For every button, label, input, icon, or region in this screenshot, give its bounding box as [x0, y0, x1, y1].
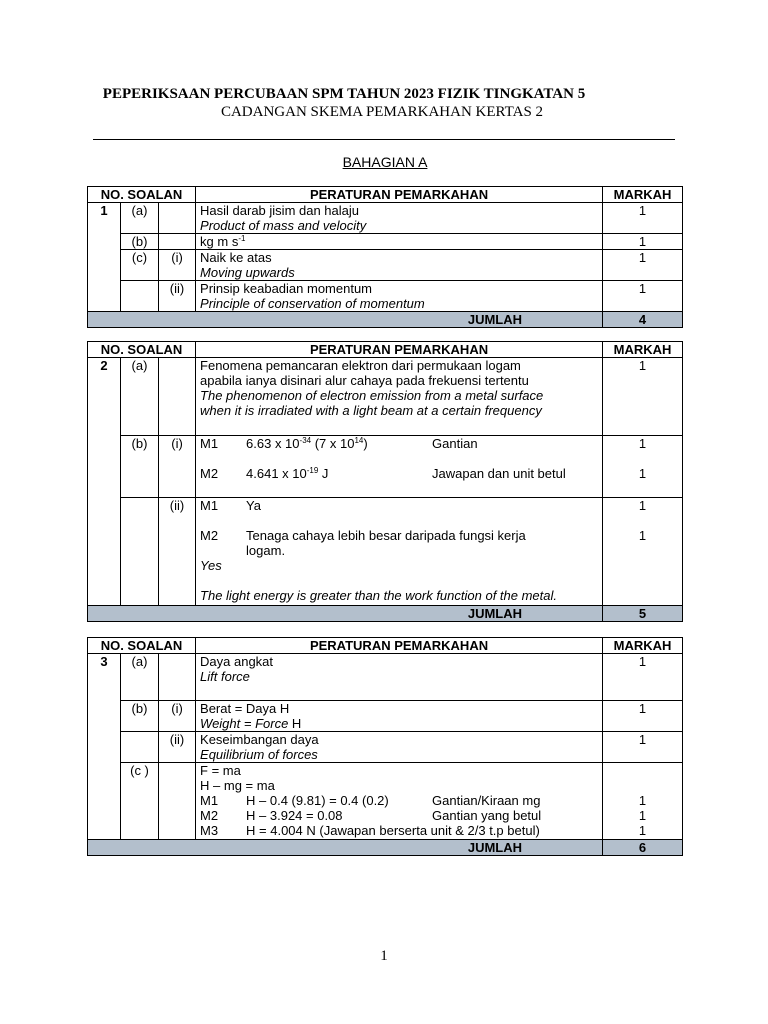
answer-text-english: The light energy is greater than the work function of the metal. [200, 588, 558, 603]
subpart-label: (i) [159, 250, 196, 281]
header-peraturan: PERATURAN PEMARKAHAN [196, 342, 603, 358]
question-number: 3 [88, 654, 121, 840]
part-label: (a) [121, 358, 159, 436]
marking-step [200, 498, 598, 513]
table-row [88, 701, 683, 732]
answer-text: Daya angkat [200, 654, 274, 669]
mark-value: 1 [603, 732, 683, 763]
table-row [88, 763, 683, 840]
marking-step [200, 793, 598, 808]
marking-step [200, 528, 598, 558]
total-value: 6 [603, 840, 683, 856]
step-code: M2 [200, 528, 219, 543]
mark-value: 1 [603, 281, 683, 312]
header-markah: MARKAH [603, 638, 683, 654]
step-code: M1 [200, 793, 219, 808]
mark-value: 1 [603, 358, 683, 436]
answer-text-english: Weight = Force H [200, 716, 302, 731]
part-label: (a) [121, 203, 159, 234]
step-text: 6.63 x $10^{-34}$ (7 x $10^{14}$) [246, 436, 368, 451]
total-row [88, 312, 683, 328]
page-number: 1 [380, 948, 388, 964]
answer-text-english: Product of mass and velocity [200, 218, 367, 233]
answer-text-english: Principle of conservation of momentum [200, 296, 425, 311]
subpart-label: (i) [159, 436, 196, 498]
mark-value: 1 [638, 498, 647, 513]
total-value: 4 [603, 312, 683, 328]
section-heading: BAHAGIAN A [342, 154, 428, 170]
answer-text: apabila ianya disinari alur cahaya pada frekuensi tertentu [200, 373, 529, 388]
mark-value: 1 [603, 701, 683, 732]
step-note: Jawapan dan unit betul [432, 466, 566, 481]
step-note: Gantian yang betul [432, 808, 542, 823]
mark-value: 1 [638, 436, 647, 451]
total-row [88, 840, 683, 856]
answer-text: Prinsip keabadian momentum [200, 281, 373, 296]
marking-step [200, 466, 598, 481]
step-text: Tenaga cahaya lebih besar daripada fungsi kerja logam. [246, 528, 526, 558]
subpart-label: (ii) [159, 732, 196, 763]
mark-value: 1 [638, 808, 647, 823]
header-divider [93, 139, 675, 140]
step-text: 4.641 x $10^{-19}$ J [246, 466, 329, 481]
answer-text: Hasil darab jisim dan halaju [200, 203, 360, 218]
answer-text: Berat = Daya H [200, 701, 290, 716]
step-text: H – 0.4 (9.81) = 0.4 (0.2) [246, 793, 389, 808]
header-markah: MARKAH [603, 187, 683, 203]
subpart-label: (ii) [159, 498, 196, 606]
table-row [88, 281, 683, 312]
step-code: M3 [200, 823, 219, 838]
marking-step [200, 823, 598, 838]
header-peraturan: PERATURAN PEMARKAHAN [196, 638, 603, 654]
part-label: (a) [121, 654, 159, 701]
answer-text-english: The phenomenon of electron emission from a metal surface [200, 388, 544, 403]
total-label: JUMLAH [88, 606, 603, 622]
header-no-soalan: NO. SOALAN [88, 638, 196, 654]
answer-text: Fenomena pemancaran elektron dari permukaan logam [200, 358, 521, 373]
document-title: PEPERIKSAAN PERCUBAAN SPM TAHUN 2023 FIZIK TINGKATAN 5 [102, 86, 586, 102]
mark-value: 1 [638, 528, 647, 543]
table-row [88, 436, 683, 498]
answer-text-english: when it is irradiated with a light beam at a certain frequency [200, 403, 542, 418]
step-text: H – 3.924 = 0.08 [246, 808, 343, 823]
subpart-label: (i) [159, 701, 196, 732]
table-row [88, 498, 683, 606]
answer-text-english: Moving upwards [200, 265, 295, 280]
document-subtitle: CADANGAN SKEMA PEMARKAHAN KERTAS 2 [220, 104, 544, 120]
part-label: (b) [121, 436, 159, 498]
header-no-soalan: NO. SOALAN [88, 187, 196, 203]
table-header-row [88, 342, 683, 358]
table-row [88, 358, 683, 436]
equation: F = ma [200, 763, 241, 778]
step-code: M1 [200, 436, 219, 451]
mark-value: 1 [603, 250, 683, 281]
table-header-row [88, 638, 683, 654]
table-row [88, 654, 683, 701]
step-code: M2 [200, 808, 219, 823]
header-markah: MARKAH [603, 342, 683, 358]
total-label: JUMLAH [88, 312, 603, 328]
answer-text: Keseimbangan daya [200, 732, 319, 747]
mark-value: 1 [638, 823, 647, 838]
mark-value: 1 [638, 793, 647, 808]
mark-value: 1 [603, 234, 683, 250]
step-text: Ya [246, 498, 261, 513]
question-number: 2 [88, 358, 121, 606]
question-1-table [87, 186, 683, 328]
answer-text-english: Equilibrium of forces [200, 747, 318, 762]
superscript: -1 [238, 234, 246, 243]
step-note: Gantian/Kiraan mg [432, 793, 541, 808]
answer-text-english: Lift force [200, 669, 250, 684]
marking-step [200, 808, 598, 823]
table-header-row [88, 187, 683, 203]
marking-step [200, 436, 598, 451]
part-label: (c) [121, 250, 159, 281]
part-label: (b) [121, 701, 159, 732]
total-label: JUMLAH [88, 840, 603, 856]
equation: H – mg = ma [200, 778, 275, 793]
part-label: (c ) [121, 763, 159, 840]
header-no-soalan: NO. SOALAN [88, 342, 196, 358]
table-row [88, 732, 683, 763]
header-peraturan: PERATURAN PEMARKAHAN [196, 187, 603, 203]
question-3-table [87, 637, 683, 856]
part-label: (b) [121, 234, 159, 250]
mark-value: 1 [603, 203, 683, 234]
table-row [88, 250, 683, 281]
subpart-label: (ii) [159, 281, 196, 312]
table-row [88, 234, 683, 250]
step-note: Gantian [432, 436, 478, 451]
answer-text: Naik ke atas [200, 250, 272, 265]
step-text: H = 4.004 N (Jawapan berserta unit & 2/3 t.p betul) [246, 823, 540, 838]
mark-value: 1 [603, 654, 683, 701]
question-2-table [87, 341, 683, 622]
total-value: 5 [603, 606, 683, 622]
question-number: 1 [88, 203, 121, 312]
total-row [88, 606, 683, 622]
step-code: M1 [200, 498, 219, 513]
table-row [88, 203, 683, 234]
mark-value: 1 [638, 466, 647, 481]
answer-text-english: Yes [200, 558, 222, 573]
step-code: M2 [200, 466, 219, 481]
answer-text: kg m s [200, 234, 239, 249]
